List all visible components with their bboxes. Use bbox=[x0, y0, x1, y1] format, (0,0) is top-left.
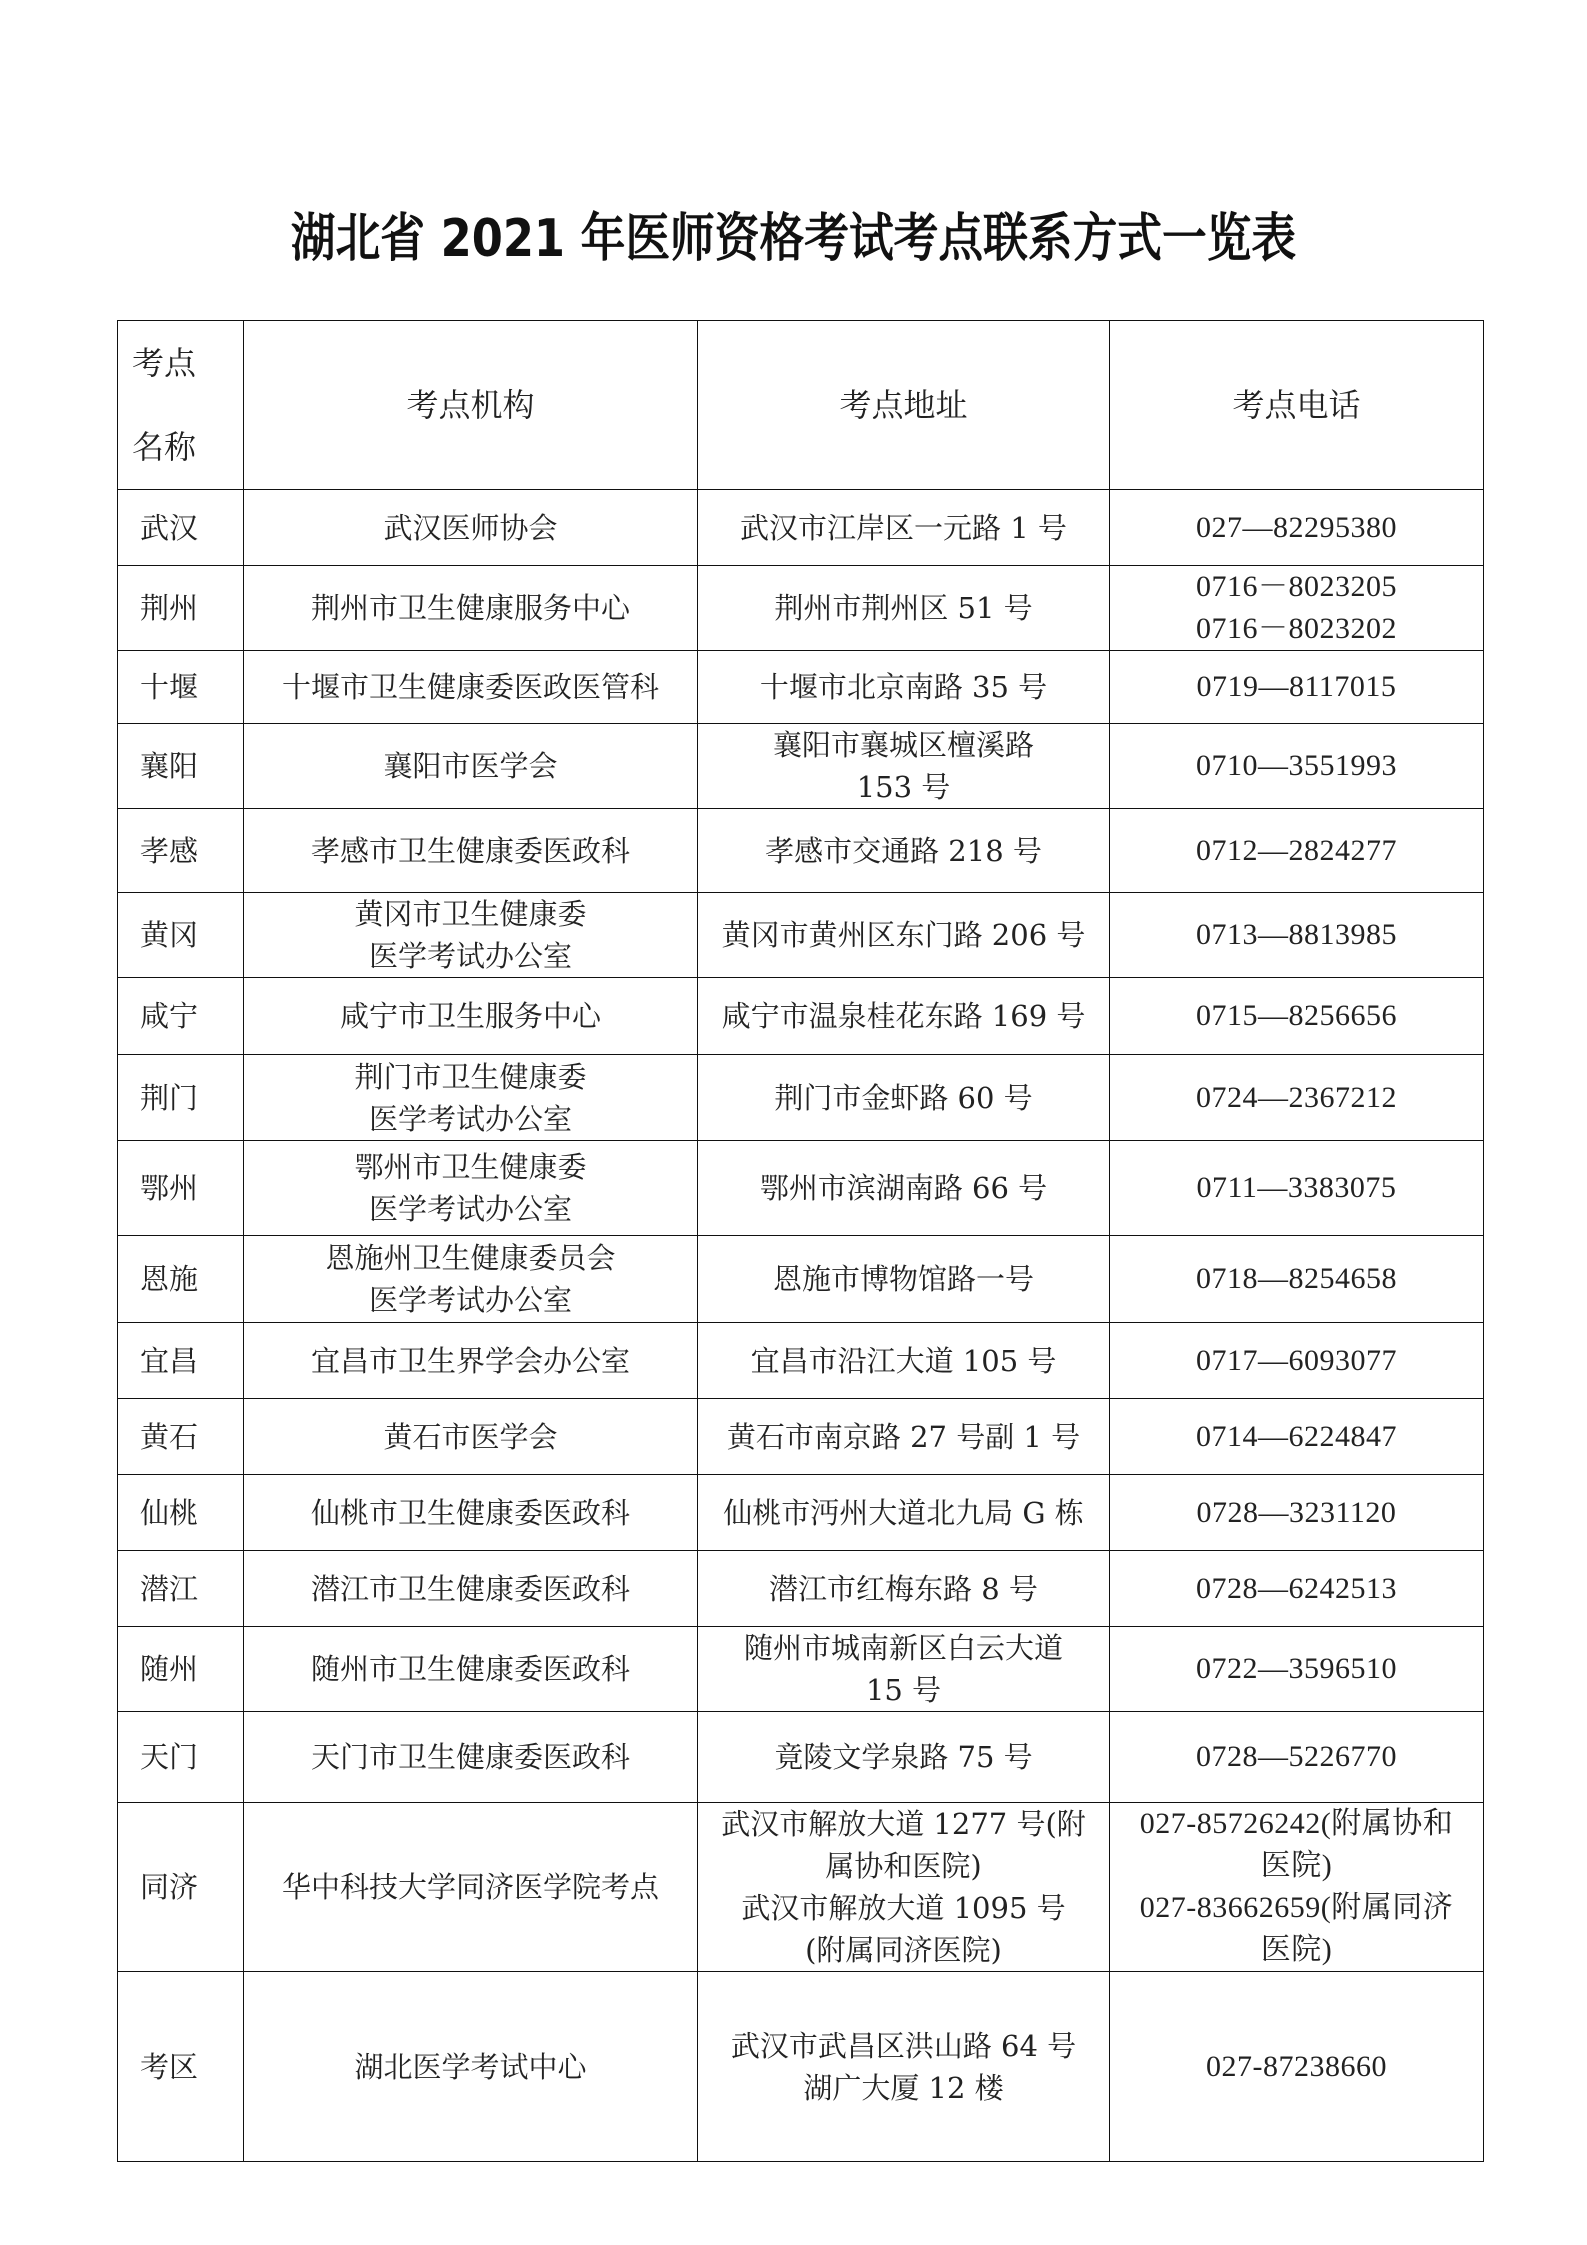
phone-line: 0728—5226770 bbox=[1196, 1740, 1397, 1773]
address-cell bbox=[698, 1551, 1110, 1627]
organization-cell bbox=[244, 490, 698, 566]
phone-cell bbox=[1110, 1712, 1484, 1803]
address-line: 恩施市博物馆路一号 bbox=[772, 1262, 1034, 1296]
address-line: 竟陵文学泉路 75 号 bbox=[774, 1740, 1033, 1774]
organization-line: 荆州市卫生健康服务中心 bbox=[310, 591, 630, 625]
organization-cell bbox=[244, 724, 698, 809]
organization-cell bbox=[244, 1236, 698, 1323]
phone-line: 0715—8256656 bbox=[1196, 999, 1397, 1032]
organization-line: 华中科技大学同济医学院考点 bbox=[281, 1870, 659, 1904]
address-line: 黄冈市黄州区东门路 206 号 bbox=[721, 918, 1086, 952]
table-row bbox=[118, 809, 1484, 893]
organization-line: 宜昌市卫生界学会办公室 bbox=[310, 1343, 630, 1378]
header-line: 考点 bbox=[132, 344, 197, 382]
site-name-cell: 武汉 bbox=[118, 490, 244, 566]
organization-cell bbox=[244, 651, 698, 724]
address-cell bbox=[698, 1323, 1110, 1399]
organization-cell bbox=[244, 1627, 698, 1712]
phone-cell bbox=[1110, 978, 1484, 1055]
organization-line: 医学考试办公室 bbox=[368, 939, 572, 973]
header-line: 考点地址 bbox=[839, 386, 968, 424]
address-cell bbox=[698, 809, 1110, 893]
document-title: 湖北省 2021 年医师资格考试考点联系方式一览表 bbox=[290, 209, 1297, 269]
site-name-cell: 随州 bbox=[118, 1627, 244, 1712]
table-row bbox=[118, 1323, 1484, 1399]
phone-cell bbox=[1110, 893, 1484, 978]
address-line: 十堰市北京南路 35 号 bbox=[759, 670, 1048, 704]
site-name-cell: 同济 bbox=[118, 1803, 244, 1972]
table-row bbox=[118, 893, 1484, 978]
site-name-cell: 考区 bbox=[118, 1972, 244, 2162]
organization-line: 潜江市卫生健康委医政科 bbox=[310, 1571, 630, 1606]
phone-cell bbox=[1110, 1972, 1484, 2162]
organization-cell bbox=[244, 893, 698, 978]
address-line: 随州市城南新区白云大道 bbox=[743, 1631, 1063, 1665]
phone-cell bbox=[1110, 724, 1484, 809]
address-cell bbox=[698, 978, 1110, 1055]
address-line: 鄂州市滨湖南路 66 号 bbox=[759, 1171, 1048, 1205]
address-cell bbox=[698, 1141, 1110, 1236]
phone-cell bbox=[1110, 1399, 1484, 1475]
phone-cell bbox=[1110, 1627, 1484, 1712]
address-line: 襄阳市襄城区檀溪路 bbox=[772, 728, 1034, 762]
organization-cell bbox=[244, 1803, 698, 1972]
exam-site-contact-table bbox=[117, 320, 1484, 2162]
site-name-cell: 仙桃 bbox=[118, 1475, 244, 1551]
header-phone bbox=[1110, 321, 1484, 490]
table-row bbox=[118, 490, 1484, 566]
organization-line: 荆门市卫生健康委 bbox=[354, 1059, 587, 1094]
phone-cell bbox=[1110, 1236, 1484, 1323]
phone-line: 0722—3596510 bbox=[1196, 1652, 1397, 1685]
site-name-cell: 孝感 bbox=[118, 809, 244, 893]
phone-cell bbox=[1110, 651, 1484, 724]
phone-cell bbox=[1110, 1475, 1484, 1551]
organization-cell bbox=[244, 1399, 698, 1475]
organization-cell bbox=[244, 1141, 698, 1236]
address-line: 荆门市金虾路 60 号 bbox=[774, 1080, 1033, 1115]
table-row bbox=[118, 1055, 1484, 1141]
site-name-cell: 黄冈 bbox=[118, 893, 244, 978]
address-cell bbox=[698, 1399, 1110, 1475]
address-cell bbox=[698, 1055, 1110, 1141]
address-line: 咸宁市温泉桂花东路 169 号 bbox=[721, 999, 1086, 1033]
address-cell bbox=[698, 1627, 1110, 1712]
table-row bbox=[118, 1972, 1484, 2162]
site-name-cell: 恩施 bbox=[118, 1236, 244, 1323]
phone-cell bbox=[1110, 1055, 1484, 1141]
address-cell bbox=[698, 651, 1110, 724]
address-cell bbox=[698, 724, 1110, 809]
organization-cell bbox=[244, 809, 698, 893]
address-cell bbox=[698, 1236, 1110, 1323]
organization-cell bbox=[244, 1551, 698, 1627]
address-cell bbox=[698, 1712, 1110, 1803]
site-name-cell: 荆州 bbox=[118, 566, 244, 651]
organization-line: 襄阳市医学会 bbox=[383, 749, 558, 783]
organization-line: 恩施州卫生健康委员会 bbox=[325, 1241, 616, 1275]
table-row bbox=[118, 1236, 1484, 1323]
organization-cell bbox=[244, 1475, 698, 1551]
phone-line: 0717—6093077 bbox=[1196, 1343, 1397, 1377]
phone-line: 027-83662659(附属同济 bbox=[1139, 1891, 1454, 1924]
phone-line: 0728—3231120 bbox=[1196, 1495, 1397, 1529]
address-cell bbox=[698, 1803, 1110, 1972]
table-row bbox=[118, 724, 1484, 809]
address-line: 武汉市解放大道 1095 号 bbox=[741, 1891, 1066, 1925]
table-row bbox=[118, 1803, 1484, 1972]
site-name-cell: 潜江 bbox=[118, 1551, 244, 1627]
site-name-cell: 黄石 bbox=[118, 1399, 244, 1475]
phone-cell bbox=[1110, 1323, 1484, 1399]
header-line: 名称 bbox=[132, 428, 197, 466]
organization-cell bbox=[244, 1972, 698, 2162]
address-line: 属协和医院) bbox=[825, 1849, 982, 1883]
table-row bbox=[118, 1475, 1484, 1551]
address-line: 荆州市荆州区 51 号 bbox=[774, 591, 1033, 625]
header-address bbox=[698, 321, 1110, 490]
phone-cell bbox=[1110, 490, 1484, 566]
address-line: 湖广大厦 12 楼 bbox=[803, 2070, 1004, 2105]
table-row bbox=[118, 566, 1484, 651]
header-line: 考点机构 bbox=[406, 386, 535, 424]
organization-line: 十堰市卫生健康委医政医管科 bbox=[281, 670, 659, 704]
address-cell bbox=[698, 1972, 1110, 2162]
organization-cell bbox=[244, 978, 698, 1055]
address-line: 153 号 bbox=[856, 770, 951, 804]
header-site-name bbox=[118, 321, 244, 490]
phone-line: 0712—2824277 bbox=[1196, 833, 1397, 867]
table-header-row bbox=[118, 321, 1484, 490]
address-line: 宜昌市沿江大道 105 号 bbox=[750, 1343, 1057, 1378]
address-line: 仙桃市沔州大道北九局 G 栋 bbox=[723, 1495, 1084, 1530]
table-row bbox=[118, 1712, 1484, 1803]
phone-line: 医院) bbox=[1260, 1933, 1333, 1966]
organization-line: 黄冈市卫生健康委 bbox=[354, 897, 587, 931]
organization-line: 孝感市卫生健康委医政科 bbox=[310, 833, 630, 868]
address-cell bbox=[698, 566, 1110, 651]
organization-line: 黄石市医学会 bbox=[383, 1419, 558, 1454]
organization-line: 医学考试办公室 bbox=[368, 1283, 572, 1317]
table-row bbox=[118, 978, 1484, 1055]
organization-line: 鄂州市卫生健康委 bbox=[354, 1150, 587, 1184]
address-line: 潜江市红梅东路 8 号 bbox=[769, 1571, 1038, 1606]
organization-line: 咸宁市卫生服务中心 bbox=[339, 999, 601, 1033]
phone-line: 0713—8813985 bbox=[1196, 918, 1397, 951]
address-line: 黄石市南京路 27 号副 1 号 bbox=[726, 1419, 1081, 1454]
organization-line: 医学考试办公室 bbox=[368, 1101, 572, 1136]
organization-cell bbox=[244, 1712, 698, 1803]
phone-line: 0728—6242513 bbox=[1196, 1571, 1397, 1605]
phone-line: 0714—6224847 bbox=[1196, 1419, 1397, 1453]
address-cell bbox=[698, 893, 1110, 978]
phone-line: 027-85726242(附属协和 bbox=[1139, 1807, 1454, 1840]
address-cell bbox=[698, 1475, 1110, 1551]
organization-line: 天门市卫生健康委医政科 bbox=[310, 1740, 630, 1774]
phone-cell bbox=[1110, 1803, 1484, 1972]
site-name-cell: 咸宁 bbox=[118, 978, 244, 1055]
table-row bbox=[118, 1399, 1484, 1475]
phone-line: 027—82295380 bbox=[1196, 510, 1397, 544]
address-line: 15 号 bbox=[865, 1673, 942, 1707]
site-name-cell: 十堰 bbox=[118, 651, 244, 724]
organization-cell bbox=[244, 1055, 698, 1141]
table-row bbox=[118, 1627, 1484, 1712]
address-line: (附属同济医院) bbox=[805, 1933, 1002, 1967]
organization-cell bbox=[244, 566, 698, 651]
address-line: 武汉市武昌区洪山路 64 号 bbox=[730, 2028, 1077, 2063]
site-name-cell: 天门 bbox=[118, 1712, 244, 1803]
organization-line: 仙桃市卫生健康委医政科 bbox=[310, 1495, 630, 1530]
organization-line: 医学考试办公室 bbox=[368, 1192, 572, 1226]
phone-cell bbox=[1110, 809, 1484, 893]
header-organization bbox=[244, 321, 698, 490]
phone-cell bbox=[1110, 566, 1484, 651]
site-name-cell: 宜昌 bbox=[118, 1323, 244, 1399]
address-line: 武汉市解放大道 1277 号(附 bbox=[721, 1807, 1086, 1841]
phone-line: 0710—3551993 bbox=[1196, 749, 1397, 782]
phone-cell bbox=[1110, 1141, 1484, 1236]
organization-line: 武汉医师协会 bbox=[383, 510, 558, 545]
phone-line: 0716－8023205 bbox=[1196, 570, 1397, 603]
site-name-cell: 荆门 bbox=[118, 1055, 244, 1141]
table-row bbox=[118, 651, 1484, 724]
phone-line: 0724—2367212 bbox=[1196, 1080, 1397, 1114]
table-row bbox=[118, 1141, 1484, 1236]
organization-line: 随州市卫生健康委医政科 bbox=[310, 1652, 630, 1686]
table-row bbox=[118, 1551, 1484, 1627]
phone-line: 0718—8254658 bbox=[1196, 1262, 1397, 1295]
table-body bbox=[118, 490, 1484, 2162]
phone-line: 医院) bbox=[1260, 1849, 1333, 1882]
site-name-cell: 襄阳 bbox=[118, 724, 244, 809]
phone-cell bbox=[1110, 1551, 1484, 1627]
organization-line: 湖北医学考试中心 bbox=[354, 2049, 587, 2084]
phone-line: 0719—8117015 bbox=[1196, 670, 1397, 703]
phone-line: 0716－8023202 bbox=[1196, 612, 1397, 645]
phone-line: 0711—3383075 bbox=[1196, 1171, 1397, 1204]
phone-line: 027-87238660 bbox=[1206, 2049, 1387, 2083]
address-line: 武汉市江岸区一元路 1 号 bbox=[740, 510, 1067, 545]
address-cell bbox=[698, 490, 1110, 566]
organization-cell bbox=[244, 1323, 698, 1399]
header-line: 考点电话 bbox=[1232, 386, 1361, 424]
address-line: 孝感市交通路 218 号 bbox=[765, 833, 1042, 868]
site-name-cell: 鄂州 bbox=[118, 1141, 244, 1236]
